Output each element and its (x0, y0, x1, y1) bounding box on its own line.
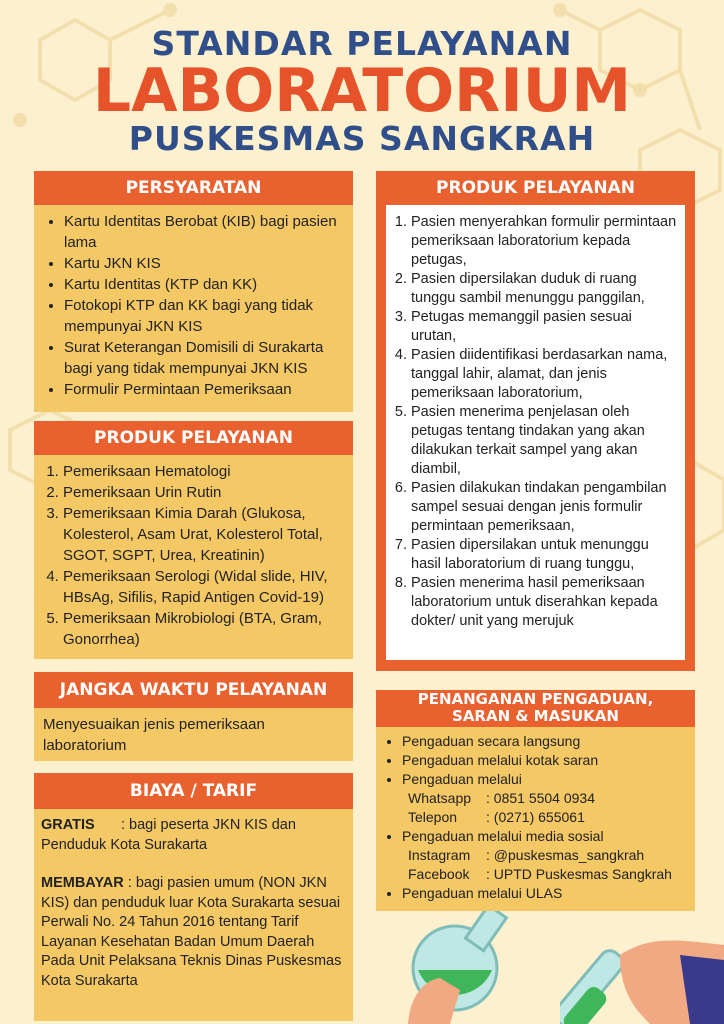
list-item: 1. Pemeriksaan Hematologi (63, 461, 345, 482)
produk-pelayanan-right-title: PRODUK PELAYANAN (376, 171, 695, 205)
flask-illustration (400, 900, 530, 1024)
produk-pelayanan-left-section (34, 421, 353, 659)
pengaduan-body (376, 727, 695, 911)
title-line-1: STANDAR PELAYANAN (151, 24, 573, 63)
membayar-paragraph (41, 874, 345, 991)
pengaduan-title-line-1: PENANGANAN PENGADUAN, (417, 690, 654, 708)
list-item: • Fotokopi KTP dan KK bagi yang tidak mempunyai JKN KIS (64, 295, 345, 337)
list-item: 4. Pasien diidentifikasi berdasarkan nama, tanggal lahir, alamat, dan jenis pemeriksaan laboratorium, (411, 346, 679, 403)
list-item: 3. Pemeriksaan Kimia Darah (Glukosa, Kolesterol, Asam Urat, Kolesterol Total, SGOT, SGPT, Urea, Kreatinin) (63, 503, 345, 566)
persyaratan-title: PERSYARATAN (34, 171, 353, 205)
whatsapp-label: Whatsapp (408, 790, 472, 806)
persyaratan-section (34, 171, 353, 412)
list-item (402, 827, 689, 884)
facebook-label: Facebook (408, 866, 470, 882)
title-line-3: PUSKESMAS SANGKRAH (128, 119, 596, 158)
list-item: 5. Pasien menerima penjelasan oleh petugas tentang tindakan yang akan dilakukan terkait sampel yang akan diambil, (411, 403, 679, 479)
persyaratan-body (34, 205, 353, 412)
list-item: • Kartu Identitas (KTP dan KK) (64, 274, 345, 295)
produk-pelayanan-right-body (386, 205, 685, 660)
biaya-tarif-body (34, 809, 353, 1021)
list-item (402, 770, 689, 827)
instagram-label: Instagram (408, 847, 471, 863)
list-item: • Pengaduan melalui ULAS (402, 884, 689, 903)
instagram-value: : @puskesmas_sangkrah (486, 847, 645, 863)
gratis-paragraph (41, 816, 345, 855)
list-item: 2. Pasien dipersilakan duduk di ruang tunggu sambil menunggu panggilan, (411, 270, 679, 308)
membayar-text: : bagi pasien umum (NON JKN KIS) dan penduduk luar Kota Surakarta sesuai Perwali No. 24 Tahun 2016 tentang Tarif Layanan Kesehatan Badan Umum Daerah Pada Unit Pelaksana Teknis Dinas Puskesmas Kota Surakarta (41, 875, 342, 989)
list-item: 3. Petugas memanggil pasien sesuai urutan, (411, 308, 679, 346)
pengaduan-title-line-2: SARAN & MASUKAN (452, 707, 619, 725)
facebook-value: : UPTD Puskesmas Sangkrah (486, 866, 672, 882)
list-item: 2. Pemeriksaan Urin Rutin (63, 482, 345, 503)
whatsapp-value: : 0851 5504 0934 (486, 790, 595, 806)
produk-pelayanan-left-body (34, 455, 353, 659)
list-item: • Kartu Identitas Berobat (KIB) bagi pasien lama (64, 211, 345, 253)
jangka-waktu-section (34, 672, 353, 761)
jangka-waktu-body: Menyesuaikan jenis pemeriksaan laboratorium (34, 708, 353, 761)
list-item: • Formulir Permintaan Pemeriksaan (64, 379, 345, 400)
test-tube-illustration (560, 915, 724, 1024)
biaya-tarif-title: BIAYA / TARIF (34, 773, 353, 809)
membayar-label: MEMBAYAR (41, 875, 124, 891)
gratis-label: GRATIS (41, 817, 95, 833)
gratis-text: : bagi peserta JKN KIS dan Penduduk Kota Surakarta (41, 817, 296, 853)
list-item: • Kartu JKN KIS (64, 253, 345, 274)
list-item-text: Pengaduan melalui (402, 771, 522, 787)
list-item: • Pengaduan secara langsung (402, 732, 689, 751)
list-item: 8. Pasien menerima hasil pemeriksaan laboratorium untuk diserahkan kepada dokter/ unit yang merujuk (411, 574, 679, 631)
list-item: 6. Pasien dilakukan tindakan pengambilan sampel sesuai dengan jenis formulir permintaan pemeriksaan, (411, 479, 679, 536)
jangka-waktu-title: JANGKA WAKTU PELAYANAN (34, 672, 353, 708)
list-item: • Pengaduan melalui kotak saran (402, 751, 689, 770)
list-item: 7. Pasien dipersilakan untuk menunggu hasil laboratorium di ruang tunggu, (411, 536, 679, 574)
list-item: • Surat Keterangan Domisili di Surakarta bagi yang tidak mempunyai JKN KIS (64, 337, 345, 379)
list-item: 4. Pemeriksaan Serologi (Widal slide, HIV, HBsAg, Sifilis, Rapid Antigen Covid-19) (63, 566, 345, 608)
telepon-value: : (0271) 655061 (486, 809, 585, 825)
list-item: 1. Pasien menyerahkan formulir permintaan pemeriksaan laboratorium kepada petugas, (411, 213, 679, 270)
pengaduan-title (376, 690, 695, 727)
list-item-text: Pengaduan melalui media sosial (402, 828, 604, 844)
telepon-label: Telepon (408, 809, 458, 825)
produk-pelayanan-right-section (376, 171, 695, 671)
biaya-tarif-section (34, 773, 353, 1021)
list-item: 5. Pemeriksaan Mikrobiologi (BTA, Gram, Gonorrhea) (63, 608, 345, 650)
title-line-2: LABORATORIUM (92, 56, 632, 126)
pengaduan-section (376, 690, 695, 911)
produk-pelayanan-left-title: PRODUK PELAYANAN (34, 421, 353, 455)
